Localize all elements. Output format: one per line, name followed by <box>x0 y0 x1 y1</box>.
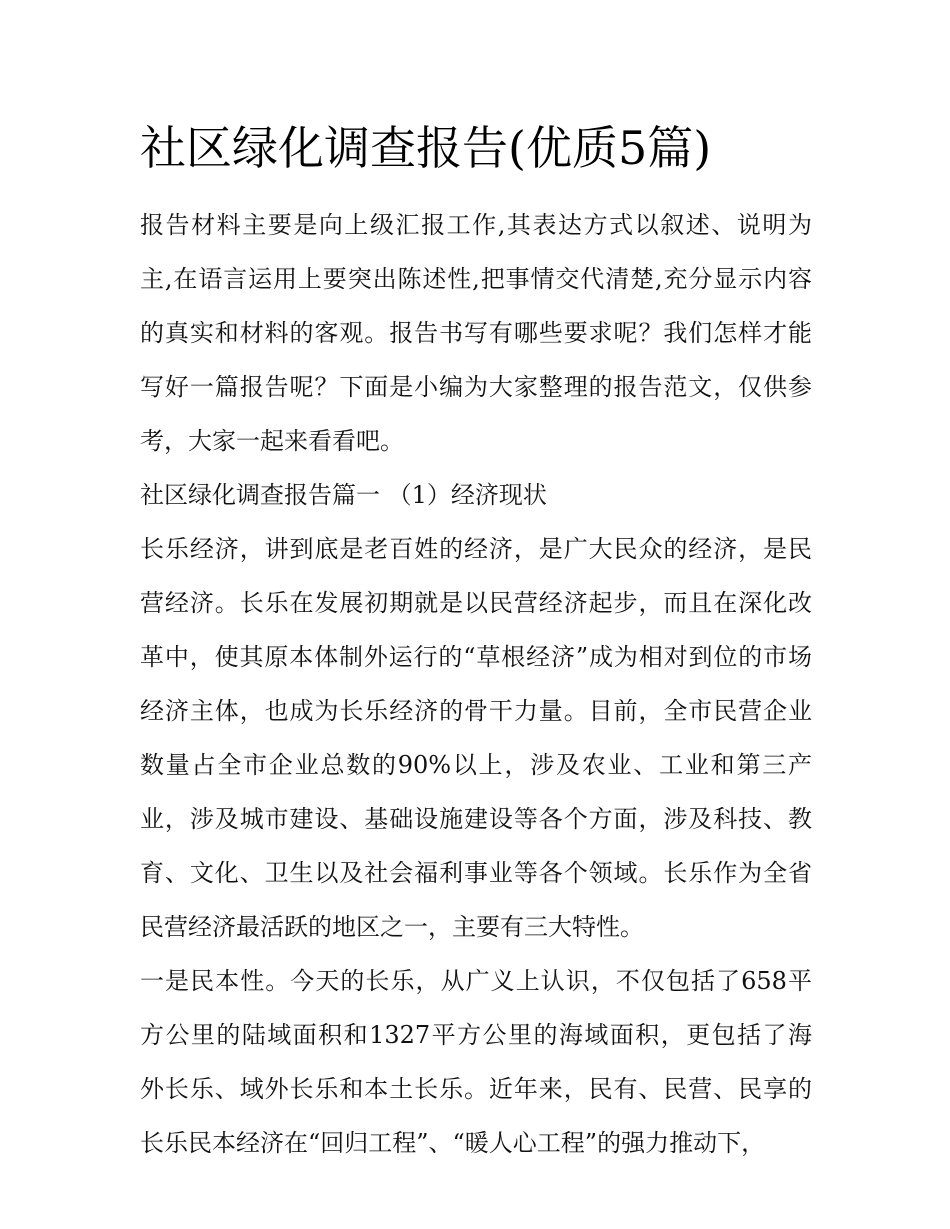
paragraph-line: 一是民本性。今天的长乐，从广义上认识，不仅包括了658平 <box>140 967 812 995</box>
paragraph-line: 数量占全市企业总数的90%以上，涉及农业、工业和第三产 <box>140 751 812 779</box>
paragraph-line: 民营经济最活跃的地区之一，主要有三大特性。 <box>140 913 644 941</box>
intro-line: 考，大家一起来看看吧。 <box>140 427 404 455</box>
paragraph-line: 外长乐、域外长乐和本土长乐。近年来，民有、民营、民享的 <box>140 1075 812 1103</box>
paragraph-line: 革中，使其原本体制外运行的“草根经济”成为相对到位的市场 <box>140 643 812 671</box>
intro-line: 的真实和材料的客观。报告书写有哪些要求呢？我们怎样才能 <box>140 319 812 347</box>
intro-line: 写好一篇报告呢？下面是小编为大家整理的报告范文，仅供参 <box>140 373 812 401</box>
section-heading: 社区绿化调查报告篇一 （1）经济现状 <box>140 481 547 509</box>
paragraph-line: 业，涉及城市建设、基础设施建设等各个方面，涉及科技、教 <box>140 805 812 833</box>
paragraph-line: 营经济。长乐在发展初期就是以民营经济起步，而且在深化改 <box>140 589 812 617</box>
paragraph-line: 长乐经济，讲到底是老百姓的经济，是广大民众的经济，是民 <box>140 535 812 563</box>
paragraph-line: 经济主体，也成为长乐经济的骨干力量。目前，全市民营企业 <box>140 697 812 725</box>
paragraph-line: 育、文化、卫生以及社会福利事业等各个领域。长乐作为全省 <box>140 859 812 887</box>
paragraph-line: 长乐民本经济在“回归工程”、“暖人心工程”的强力推动下， <box>140 1129 766 1157</box>
document-body <box>140 198 812 1170</box>
document-title: 社区绿化调查报告(优质5篇) <box>140 121 712 175</box>
paragraph-line: 方公里的陆域面积和1327平方公里的海域面积，更包括了海 <box>140 1021 812 1049</box>
intro-line: 报告材料主要是向上级汇报工作,其表达方式以叙述、说明为 <box>140 211 812 239</box>
intro-line: 主,在语言运用上要突出陈述性,把事情交代清楚,充分显示内容 <box>140 265 812 293</box>
